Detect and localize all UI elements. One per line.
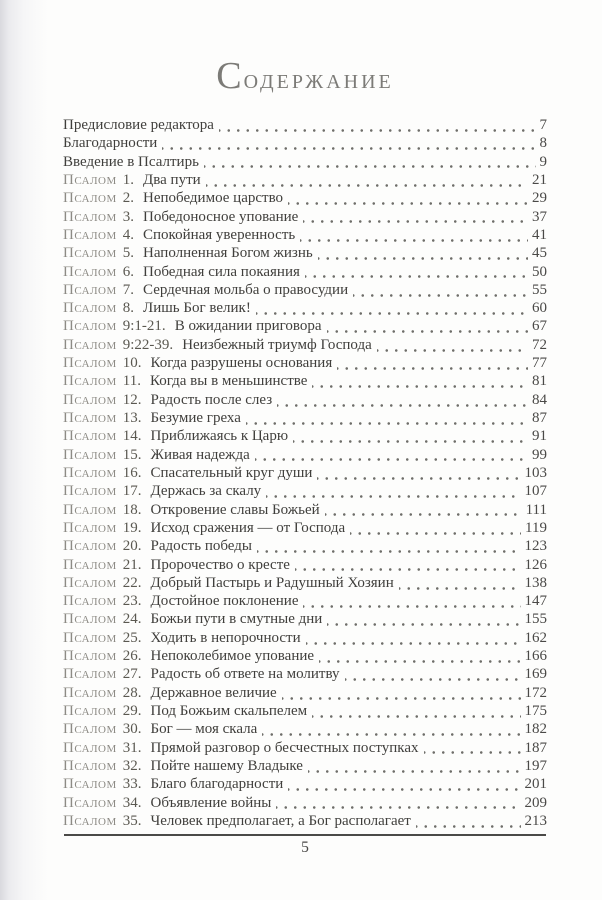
toc-entry-page-number: 84 (532, 391, 547, 408)
toc-entry-psalm-word: Псалом (63, 794, 117, 811)
toc-entry-dot-leader (219, 117, 536, 135)
toc-entry-dot-leader (266, 483, 520, 501)
toc-entry-psalm-number: 20. (122, 538, 142, 555)
toc-entry-dot-leader (303, 209, 528, 227)
toc-entry-dot-leader (162, 135, 535, 153)
toc-entry (63, 721, 547, 739)
footer-rule (64, 834, 546, 836)
toc-entry-dot-leader (204, 154, 536, 172)
toc-entry-psalm-word: Псалом (63, 263, 117, 280)
toc-entry-page-number: 45 (532, 245, 547, 262)
toc-entry-dot-leader (206, 172, 528, 190)
toc-entry (63, 648, 547, 666)
toc-entry-psalm-word: Псалом (63, 373, 117, 390)
toc-entry-psalm-word: Псалом (63, 245, 117, 262)
toc-entry (63, 282, 547, 300)
toc-entry-psalm-number: 4. (122, 226, 135, 243)
page-title: Содержание (216, 55, 394, 97)
toc-entry-psalm-word: Псалом (63, 629, 117, 646)
toc-entry-psalm-word: Псалом (63, 464, 117, 481)
toc-entry-page-number: 8 (539, 135, 547, 152)
toc-entry-page-number: 182 (524, 721, 547, 738)
toc-entry-page-number: 107 (524, 483, 547, 500)
toc-entry-psalm-number: 1. (122, 171, 135, 188)
toc-entry-page-number: 209 (524, 794, 547, 811)
toc-entry-page-number: 37 (532, 208, 547, 225)
toc-entry-psalm-number: 8. (122, 300, 135, 317)
toc-entry-title: Благо благодарности (150, 776, 284, 793)
toc-entry-dot-leader (399, 575, 521, 593)
toc-entry-page-number: 50 (532, 263, 547, 280)
toc-entry-psalm-number: 21. (122, 556, 142, 573)
toc-entry (63, 154, 547, 172)
toc-entry (63, 538, 547, 556)
toc-entry-psalm-word: Псалом (63, 556, 117, 573)
toc-entry (63, 666, 547, 684)
toc-entry-psalm-word: Псалом (63, 666, 117, 683)
toc-entry-title: Достойное поклонение (150, 593, 299, 610)
toc-entry-psalm-word: Псалом (63, 648, 117, 665)
toc-entry-page-number: 155 (524, 611, 547, 628)
toc-entry-psalm-number: 12. (122, 391, 142, 408)
toc-entry (63, 428, 547, 446)
toc-entry-page-number: 91 (532, 428, 547, 445)
toc-entry-dot-leader (282, 685, 521, 703)
toc-entry-title: Державное величие (150, 684, 277, 701)
toc-entry-psalm-number: 7. (122, 281, 135, 298)
toc-entry-title: Неизбежный триумф Господа (182, 336, 372, 353)
toc-entry (63, 172, 547, 190)
toc-entry-psalm-word: Псалом (63, 171, 117, 188)
toc-entry-title: Спасательный круг души (150, 464, 313, 481)
toc-entry-dot-leader (308, 758, 521, 776)
toc-entry-psalm-number: 11. (122, 373, 141, 390)
toc-entry (63, 630, 547, 648)
toc-entry-dot-leader (319, 648, 520, 666)
toc-entry-page-number: 175 (524, 703, 547, 719)
toc-entry (63, 300, 547, 318)
toc-entry-title: Спокойная уверенность (143, 226, 296, 243)
toc-entry-page-number: 147 (524, 593, 547, 610)
toc-entry-title: Непобедимое царство (143, 190, 284, 207)
toc-entry-psalm-word: Псалом (63, 483, 117, 500)
toc-entry-title: Благодарности (63, 135, 158, 152)
toc-entry (63, 392, 547, 410)
toc-entry-psalm-number: 28. (122, 684, 142, 701)
toc-entry-title: Приближаясь к Царю (150, 428, 289, 445)
toc-entry-dot-leader (256, 300, 528, 318)
toc-entry-psalm-number: 25. (122, 629, 142, 646)
toc-entry-title: Пророчество о кресте (150, 556, 290, 573)
toc-entry (63, 190, 547, 208)
toc-entry-dot-leader (262, 721, 520, 739)
toc-entry-title: Пойте нашему Владыке (150, 757, 303, 774)
toc-entry-dot-leader (305, 264, 528, 282)
toc-entry (63, 520, 547, 538)
toc-entry-page-number: 169 (524, 666, 547, 683)
toc-entry (63, 758, 547, 776)
toc-entry-page-number: 172 (524, 684, 547, 701)
toc-entry-psalm-number: 9:1-21. (122, 318, 166, 335)
toc-entry-page-number: 166 (524, 648, 547, 665)
toc-entry-psalm-word: Псалом (63, 757, 117, 774)
toc-entry-psalm-word: Псалом (63, 208, 117, 225)
toc-entry-title: Когда вы в меньшинстве (149, 373, 308, 390)
toc-entry-title: Когда разрушены основания (150, 355, 333, 372)
toc-entry-title: Сердечная мольба о правосудии (143, 281, 349, 298)
toc-entry-dot-leader (295, 557, 521, 575)
toc-entry-psalm-word: Псалом (63, 776, 117, 793)
toc-entry-psalm-number: 13. (122, 410, 142, 426)
toc-entry-title: Исход сражения — от Господа (150, 519, 346, 536)
toc-entry-title: Добрый Пастырь и Радушный Хозяин (150, 574, 394, 591)
toc-entry-page-number: 60 (532, 300, 547, 317)
toc-entry-psalm-word: Псалом (63, 410, 117, 426)
toc-entry-dot-leader (255, 447, 528, 465)
toc-entry-page-number: 9 (539, 153, 547, 170)
toc-entry (63, 337, 547, 355)
toc-entry-psalm-word: Псалом (63, 703, 117, 719)
toc-entry-psalm-word: Псалом (63, 281, 117, 298)
toc-entry-psalm-word: Псалом (63, 684, 117, 701)
toc-entry (63, 703, 547, 721)
toc-entry-page-number: 138 (524, 574, 547, 591)
toc-entry-title: Победоносное упование (143, 208, 299, 225)
toc-entry (63, 209, 547, 227)
toc-entry-dot-leader (345, 666, 521, 684)
toc-entry-page-number: 87 (532, 410, 547, 426)
toc-entry-psalm-word: Псалом (63, 318, 117, 335)
toc-entry-title: Радость после слез (150, 391, 273, 408)
toc-entry-page-number: 162 (524, 629, 547, 646)
toc-entry (63, 557, 547, 575)
toc-entry-psalm-number: 23. (122, 593, 142, 610)
toc-entry (63, 575, 547, 593)
toc-entry-psalm-number: 35. (122, 812, 142, 829)
toc-entry-psalm-number: 26. (122, 648, 142, 665)
toc-entry (63, 593, 547, 611)
toc-entry-psalm-number: 17. (122, 483, 142, 500)
toc-entry-page-number: 213 (524, 812, 547, 829)
toc-entry-title: Победная сила покаяния (143, 263, 300, 280)
toc-entry-psalm-number: 16. (122, 464, 142, 481)
toc-entry (63, 685, 547, 703)
toc-entry-title: Введение в Псалтирь (63, 153, 199, 170)
toc-entry-page-number: 72 (532, 336, 547, 353)
toc-entry-psalm-number: 19. (122, 519, 142, 536)
toc-entry-psalm-word: Псалом (63, 446, 117, 463)
toc-entry-title: Радость об ответе на молитву (150, 666, 340, 683)
toc-entry-page-number: 41 (532, 226, 547, 243)
toc-entry-psalm-number: 24. (122, 611, 142, 628)
toc-entry-dot-leader (312, 373, 528, 391)
toc-entry-title: Прямой разговор о бесчестных поступках (150, 739, 419, 756)
toc-entry-dot-leader (288, 776, 520, 794)
toc-entry-psalm-number: 31. (122, 739, 142, 756)
toc-entry-title: Божьи пути в смутные дни (150, 611, 323, 628)
toc-entry-title: Откровение славы Божьей (150, 501, 320, 518)
toc-entry-dot-leader (327, 318, 528, 336)
toc-entry (63, 795, 547, 813)
toc-entry-title: Объявление войны (150, 794, 272, 811)
toc-entry (63, 447, 547, 465)
toc-entry-page-number: 111 (525, 501, 547, 518)
toc-entry-psalm-word: Псалом (63, 611, 117, 628)
toc-entry-psalm-number: 22. (122, 574, 142, 591)
toc-entry-psalm-number: 9:22-39. (122, 336, 174, 353)
toc-entry-title: Наполненная Богом жизнь (143, 245, 313, 262)
toc-entry-psalm-number: 10. (122, 355, 142, 372)
toc-entry-page-number: 81 (532, 373, 547, 390)
toc-entry-page-number: 21 (532, 171, 547, 188)
toc-entry (63, 318, 547, 336)
toc-entry-dot-leader (318, 245, 528, 263)
toc-entry-dot-leader (327, 611, 520, 629)
toc-entry-dot-leader (325, 502, 522, 520)
toc-entry-dot-leader (277, 392, 528, 410)
toc-entry-page-number: 126 (524, 556, 547, 573)
toc-entry-dot-leader (337, 355, 528, 373)
toc-entry-psalm-number: 30. (122, 721, 142, 738)
toc-entry (63, 502, 547, 520)
toc-entry-dot-leader (303, 593, 520, 611)
toc-entry (63, 813, 547, 831)
toc-entry-psalm-number: 6. (122, 263, 135, 280)
toc-entry-psalm-word: Псалом (63, 501, 117, 518)
toc-entry-dot-leader (317, 465, 520, 483)
toc-entry-dot-leader (350, 520, 521, 538)
toc-entry-title: Человек предполагает, а Бог располагает (150, 812, 411, 829)
toc-entry-title: Радость победы (150, 538, 252, 555)
toc-entry-psalm-word: Псалом (63, 391, 117, 408)
toc-entry-psalm-number: 5. (122, 245, 135, 262)
toc-entry-page-number: 55 (532, 281, 547, 298)
toc-entry-dot-leader (312, 703, 520, 721)
toc-entry (63, 117, 547, 135)
toc-entry-psalm-word: Псалом (63, 336, 117, 353)
toc-entry-title: Держась за скалу (150, 483, 262, 500)
toc-entry-psalm-word: Псалом (63, 574, 117, 591)
toc-entry-psalm-number: 29. (122, 703, 142, 719)
toc-entry-dot-leader (246, 410, 528, 428)
toc-entry-psalm-word: Псалом (63, 593, 117, 610)
toc-entry-page-number: 123 (524, 538, 547, 555)
toc-entry (63, 465, 547, 483)
toc-entry-title: Под Божьим скальпелем (150, 703, 308, 719)
toc-entry (63, 264, 547, 282)
toc-entry-dot-leader (300, 227, 528, 245)
toc-entry-psalm-number: 2. (122, 190, 135, 207)
toc-entry (63, 373, 547, 391)
toc-entry-dot-leader (276, 795, 520, 813)
toc-entry (63, 245, 547, 263)
toc-entry-dot-leader (416, 813, 521, 831)
toc-entry-psalm-word: Псалом (63, 300, 117, 317)
toc-entry-page-number: 7 (539, 117, 547, 133)
toc-entry-page-number: 197 (524, 757, 547, 774)
toc-entry-dot-leader (306, 630, 521, 648)
toc-entry-title: Бог — моя скала (150, 721, 258, 738)
toc-entry-page-number: 67 (532, 318, 547, 335)
toc-entry-dot-leader (353, 282, 528, 300)
toc-entry-psalm-number: 14. (122, 428, 142, 445)
toc-entry-psalm-word: Псалом (63, 190, 117, 207)
toc-entry-psalm-number: 33. (122, 776, 142, 793)
toc-entry-psalm-word: Псалом (63, 428, 117, 445)
toc-entry (63, 227, 547, 245)
toc-entry-dot-leader (424, 740, 521, 758)
toc-entry-psalm-word: Псалом (63, 519, 117, 536)
toc-entry-title: Ходить в непорочности (150, 629, 301, 646)
toc-entry-psalm-word: Псалом (63, 226, 117, 243)
toc-entry-title: Предисловие редактора (63, 117, 214, 133)
toc-entry (63, 135, 547, 153)
toc-entry-psalm-number: 18. (122, 501, 142, 518)
toc-entry (63, 483, 547, 501)
toc-entry (63, 611, 547, 629)
toc-entry-psalm-word: Псалом (63, 355, 117, 372)
toc-entry-page-number: 187 (524, 739, 547, 756)
toc-entry-dot-leader (293, 428, 528, 446)
toc-entry-page-number: 201 (524, 776, 547, 793)
toc-entry-page-number: 77 (532, 355, 547, 372)
toc-entry-psalm-number: 3. (122, 208, 135, 225)
toc-entry-psalm-word: Псалом (63, 739, 117, 756)
toc-entry-psalm-word: Псалом (63, 538, 117, 555)
toc-entry-dot-leader (377, 337, 528, 355)
toc-entry-page-number: 119 (525, 519, 547, 536)
toc-entry (63, 776, 547, 794)
toc-entry-title: Непоколебимое упование (150, 648, 315, 665)
toc-entry-psalm-number: 32. (122, 757, 142, 774)
toc-entry-page-number: 103 (524, 464, 547, 481)
toc-entry-title: Живая надежда (150, 446, 250, 463)
toc-entry-psalm-number: 34. (122, 794, 142, 811)
toc-entry-title: В ожидании приговора (174, 318, 322, 335)
toc-entry-page-number: 29 (532, 190, 547, 207)
toc-entry-psalm-word: Псалом (63, 721, 117, 738)
toc-entry-psalm-word: Псалом (63, 812, 117, 829)
toc-entry (63, 740, 547, 758)
toc-entry (63, 355, 547, 373)
toc-entry-title: Два пути (143, 171, 201, 188)
toc-entry (63, 410, 547, 428)
toc-entry-dot-leader (257, 538, 521, 556)
footer-page-number: 5 (301, 839, 309, 856)
toc-entry-psalm-number: 15. (122, 446, 142, 463)
toc-entry-title: Лишь Бог велик! (143, 300, 251, 317)
toc-entry-psalm-number: 27. (122, 666, 142, 683)
toc-entry-dot-leader (288, 190, 528, 208)
table-of-contents (63, 117, 547, 831)
toc-entry-title: Безумие греха (150, 410, 241, 426)
toc-entry-page-number: 99 (532, 446, 547, 463)
